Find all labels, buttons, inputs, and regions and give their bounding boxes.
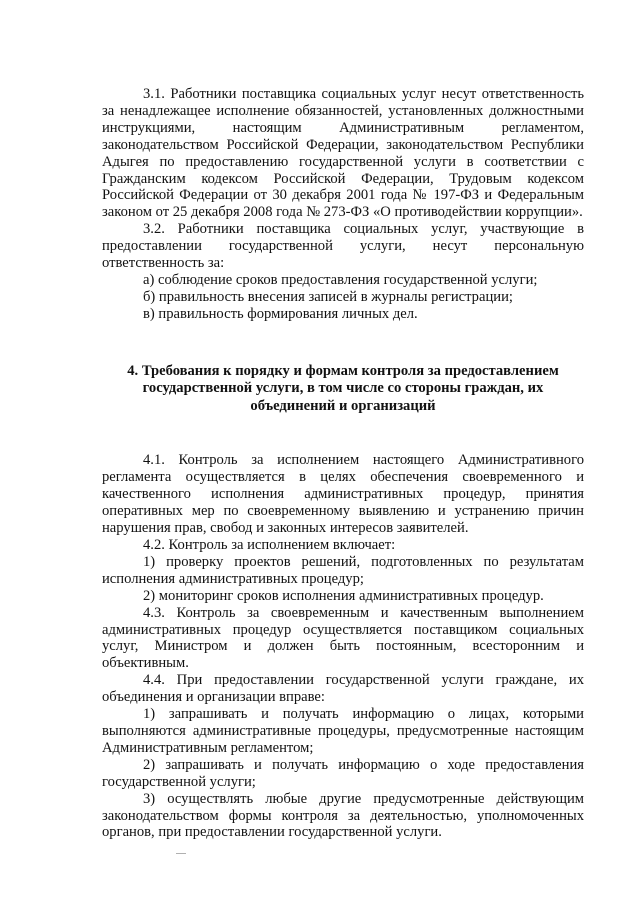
paragraph-4-3: 4.3. Контроль за своевременным и качественным выполнением административных процедур осуществляется поставщиком социальных услуг, Министром и должен быть постоянным, всесторонним и объективным. — [102, 604, 584, 672]
paragraph-4-1: 4.1. Контроль за исполнением настоящего Административного регламента осуществляется в целях обеспечения своевременного и качественного исполнения административных процедур, принятия оперативных мер по своевременному выявлению и устранению причин нарушения прав, свобод и законных интересов заявителей. — [102, 452, 584, 537]
list-item: в) правильность формирования личных дел. — [143, 305, 418, 322]
heading-line: государственной услуги, в том числе со стороны граждан, их — [142, 380, 544, 397]
list-item: 2) запрашивать и получать информацию о ходе предоставления государственной услуги; — [102, 756, 584, 790]
heading-line: объединений и организаций — [250, 397, 436, 414]
list-item: 1) запрашивать и получать информацию о лицах, которыми выполняются административные процедуры, предусмотренные настоящим Административным регламентом; — [102, 706, 584, 756]
section-4-heading — [102, 363, 584, 416]
document-page — [102, 86, 584, 841]
paragraph-3-2: 3.2. Работники поставщика социальных услуг, участвующие в предоставлении государственной услуги, несут персональную ответственность за: — [102, 221, 584, 272]
scan-mark — [176, 853, 186, 854]
list-item: 2) мониторинг сроков исполнения административных процедур. — [143, 587, 544, 604]
paragraph-3-1: 3.1. Работники поставщика социальных услуг несут ответственность за ненадлежащее исполнение обязанностей, установленных должностными инструкциями, настоящим Административным регламентом, законодательством Российской Федерации, законодательством Республики Адыгея по предоставлению государственной услуги в соответствии с Гражданским кодексом Российской Федерации, Трудовым кодексом Российской Федерации от 30 декабря 2001 года № 197-ФЗ и Федеральным законом от 25 декабря 2008 года № 273-ФЗ «О противодействии коррупции». — [102, 86, 584, 221]
paragraph-4-4: 4.4. При предоставлении государственной услуги граждане, их объединения и организации вправе: — [102, 672, 584, 706]
paragraph-4-2: 4.2. Контроль за исполнением включает: — [143, 537, 396, 553]
list-item: а) соблюдение сроков предоставления государственной услуги; — [143, 271, 538, 288]
heading-line: 4. Требования к порядку и формам контроля за предоставлением — [127, 362, 559, 379]
list-item: 3) осуществлять любые другие предусмотренные действующим законодательством формы контроля за деятельностью, уполномоченных органов, при предоставлении государственной услуги. — [102, 790, 584, 841]
list-item: 1) проверку проектов решений, подготовленных по результатам исполнения административных процедур; — [102, 553, 584, 587]
list-item: б) правильность внесения записей в журналы регистрации; — [143, 288, 513, 305]
